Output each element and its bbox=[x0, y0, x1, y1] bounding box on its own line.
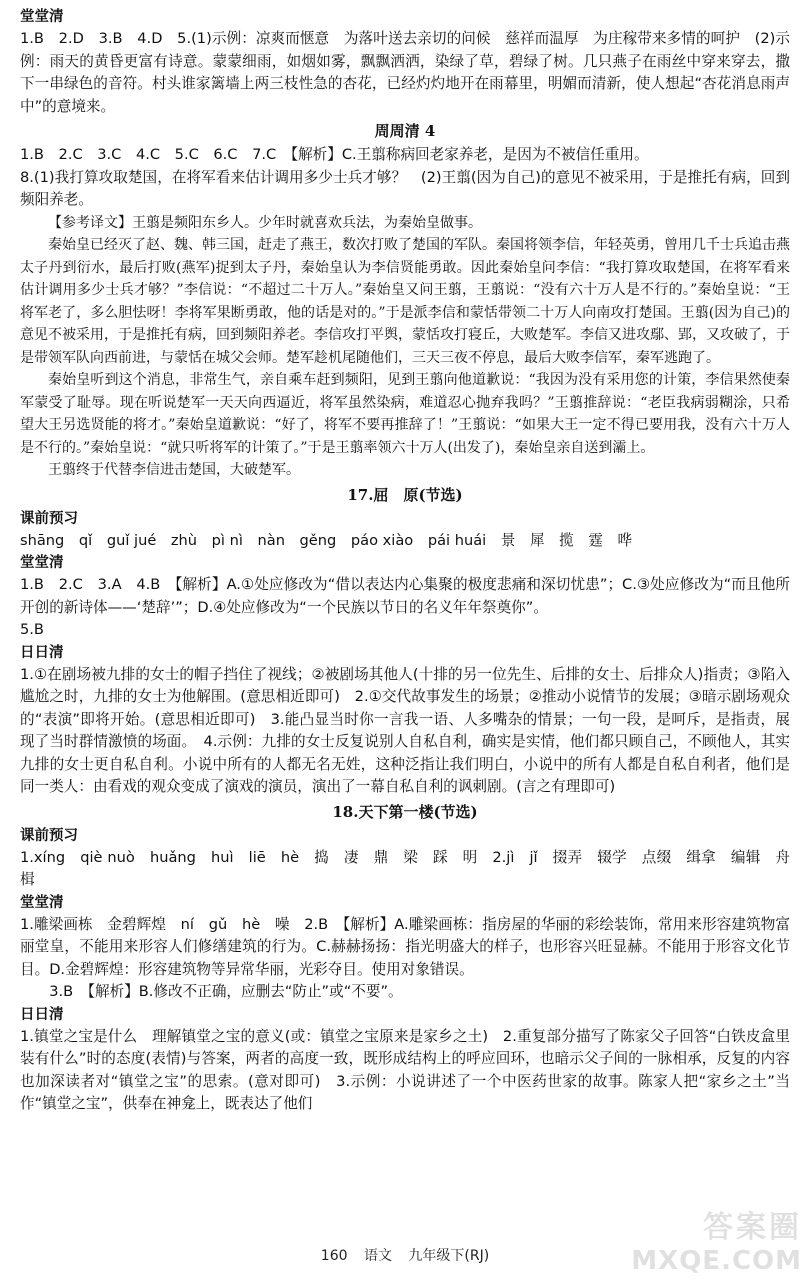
section-heading: 课前预习 bbox=[20, 827, 78, 844]
answer-paragraph: 8.(1)我打算攻取楚国，在将军看来估计调用多少士兵才够？ (2)王翦(因为自己)的意见不被采用，于是推托有病，回到频阳养老。 bbox=[20, 168, 790, 208]
section-heading: 堂堂清 bbox=[20, 9, 64, 25]
subject-label: 语文 bbox=[363, 1248, 392, 1264]
answer-paragraph: 1.雕梁画栋 金碧辉煌 ní gǔ hè 噪 2.B 【解析】A.雕梁画栋：指房屋的华丽的彩绘装饰，常用来形容建筑物富丽堂皇，不能用来形容人们修缮建筑的行为。C.赫赫扬扬：指光明盛大的样子，也形容兴旺显赫。不能用于形容文化节目。D.金碧辉煌：形容建筑物等异常华丽，光彩夺目。使用对象错误。 bbox=[20, 915, 790, 978]
section-heading: 日日清 bbox=[20, 644, 64, 661]
translation-paragraph: 秦始皇已经灭了赵、魏、韩三国，赶走了燕王，数次打败了楚国的军队。秦国将领李信，年轻英勇，曾用几千士兵追击燕太子丹到衍水，最后打败(燕军)捉到太子丹，秦始皇认为李信贤能勇敢。因此秦始皇问李信：“我打算攻取楚国，在将军看来估计调用多少士兵才够？”李信说：“不超过二十万人。”秦始皇又问王翦，王翦说：“没有六十万人是不行的。”秦始皇说：“王将军老了，多么胆怯呀！李将军果断勇敢，他的话是对的。”于是派李信和蒙恬带领二十万人向南攻打楚国。王翦(因为自己)的意见不被采用，于是推托有病，回到频阳养老。李信攻打平舆，蒙恬攻打寝丘，大败楚军。李信又进攻鄢、郢，又攻破了，于是带领军队向西前进，与蒙恬在城父会师。楚军趁机尾随他们，三天三夜不停息，最后大败李信军，秦军逃跑了。 bbox=[20, 237, 790, 366]
answer-paragraph: 1.B 2.C 3.C 4.C 5.C 6.C 7.C 【解析】C.王翦称病回老家养老，是因为不被信任重用。 bbox=[20, 146, 649, 163]
watermark-text: 答案圈 bbox=[703, 1210, 802, 1245]
section-heading: 课前预习 bbox=[20, 510, 78, 527]
section-title: 周周清 4 bbox=[374, 122, 436, 140]
answer-paragraph: 1.B 2.C 3.A 4.B 【解析】A.①处应修改为“借以表达内心集聚的极度悲痛和深切忧患”；C.③处应修改为“而且他所开创的新诗体——‘楚辞’”；D.④处应修改为“一个民族以节日的名义年年祭奠你”。 bbox=[20, 576, 790, 616]
answer-paragraph: 1.镇堂之宝是什么 理解镇堂之宝的意义(或：镇堂之宝原来是家乡之土) 2.重复部分描写了陈家父子回答“白铁皮盒里装有什么”时的态度(表情)与答案，两者的高度一致，既形成结构上的呼应回环，也暗示父子间的一脉相承，反复的内容也加深读者对“镇堂之宝”的思索。(意对即可) 3.示例：小说讲述了一个中医药世家的故事。陈家人把“家乡之土”当作“镇堂之宝”，供奉在神龛上，既表达了他们 bbox=[20, 1027, 790, 1112]
pinyin-answers: 1.xíng qiè nuò huǎng huì liē hè 捣 凄 鼎 梁 踩 明 2.jì jǐ 掇弄 辍学 点缀 缉拿 编辑 舟楫 bbox=[20, 848, 790, 888]
section-heading: 日日清 bbox=[20, 1006, 64, 1023]
translation-paragraph: 秦始皇听到这个消息，非常生气，亲自乘车赶到频阳，见到王翦向他道歉说：“我因为没有采用您的计策，李信果然使秦军蒙受了耻辱。现在听说楚军一天天向西逼近，将军虽然染病，难道忍心抛弃我吗？”王翦推辞说：“老臣我病弱糊涂，只希望大王另选贤能的将才。”秦始皇道歉说：“好了，将军不要再推辞了！”王翦说：“如果大王一定不得已要用我，没有六十万人是不行的。”秦始皇说：“就只听将军的计策了。”于是王翦率领六十万人(出发了)，秦始皇亲自送到灞上。 bbox=[20, 372, 790, 456]
watermark-url: MXQE.COM bbox=[631, 1246, 802, 1276]
lesson-title: 18.天下第一楼(节选) bbox=[332, 802, 478, 821]
page-number: 160 bbox=[320, 1248, 348, 1264]
answer-paragraph: 5.B bbox=[20, 621, 44, 638]
section-heading: 堂堂清 bbox=[20, 555, 64, 571]
section-heading: 堂堂清 bbox=[20, 894, 64, 911]
answer-paragraph: 3.B 【解析】B.修改不正确，应删去“防止”或“不要”。 bbox=[49, 983, 403, 1000]
answer-paragraph: 1.①在剧场被九排的女士的帽子挡住了视线；②被剧场其他人(十排的另一位先生、后排的女士、后排众人)指责；③陷入尴尬之时，九排的女士为他解围。(意思相近即可) 2.①交代故事发生的场景；②推动小说情节的发展；③暗示剧场观众的“表演”即将开始。(意思相近即可) 3.能凸显当时你一言我一语、人多嘴杂的情景；一句一段，是呵斥，是指责，展现了当时群情激愤的场面。 4.示例：九排的女士反复说别人自私自利，确实是实情，他们都只顾自己，不顾他人，其实九排的女士更自私自利。小说中所有的人都无名无姓，这种泛指让我们明白，小说中的所有人都是自私自利者，他们是同一类人：由看戏的观众变成了演戏的演员，演出了一幕自私自利的讽刺剧。(言之有理即可) bbox=[20, 665, 790, 795]
translation-paragraph: 【参考译文】王翦是频阳东乡人。少年时就喜欢兵法，为秦始皇做事。 bbox=[48, 214, 482, 231]
lesson-title: 17.屈 原(节选) bbox=[347, 485, 463, 504]
translation-paragraph: 王翦终于代替李信进击楚国，大破楚军。 bbox=[48, 462, 300, 478]
answer-paragraph: 1.B 2.D 3.B 4.D 5.(1)示例：凉爽而惬意 为落叶送去亲切的问候 慈祥而温厚 为庄稼带来多情的呵护 (2)示例：雨天的黄昏更富有诗意。蒙蒙细雨，如烟如雾，飘飘洒洒，染绿了草，碧绿了树。几只燕子在雨丝中穿来穿去，撒下一串绿色的音符。村头谁家篱墙上两三枝性急的杏花，已经灼灼地开在雨幕里，明媚而清新，使人想起“杏花消息雨声中”的意境来。 bbox=[20, 30, 790, 115]
pinyin-answers: shāng qǐ guǐ jué zhù pì nì nàn gěng páo xiào pái huái 景 犀 揽 霆 哗 bbox=[20, 531, 633, 549]
watermark-logo bbox=[631, 1202, 802, 1276]
grade-label: 九年级下(RJ) bbox=[408, 1248, 490, 1264]
answer-page bbox=[20, 6, 790, 1116]
